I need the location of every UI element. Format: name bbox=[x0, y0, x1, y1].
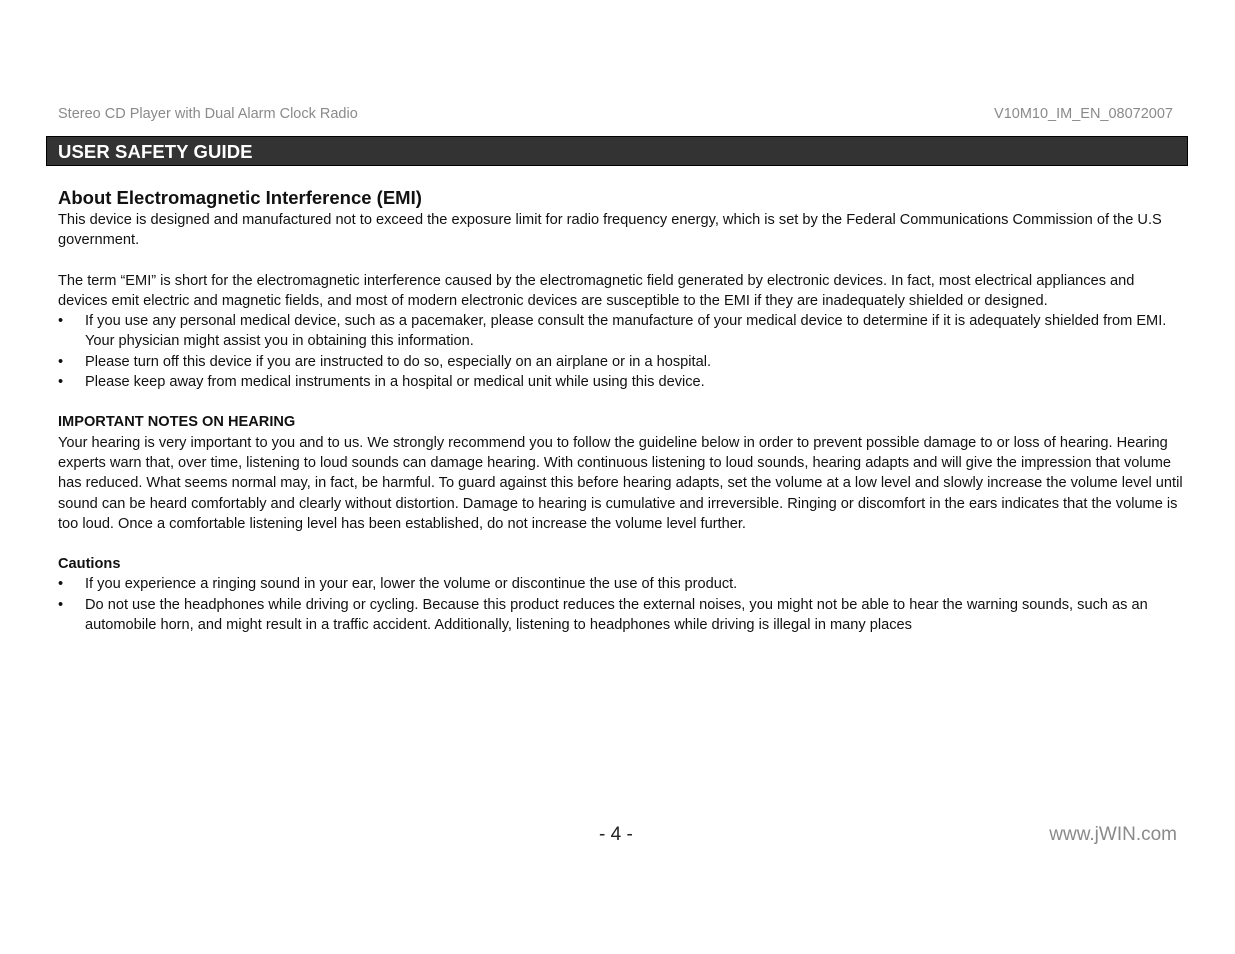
hearing-heading: IMPORTANT NOTES ON HEARING bbox=[58, 414, 296, 431]
emi-paragraph-2: The term “EMI” is short for the electromagnetic interference caused by the electromagnetic field generated by electronic devices. In fact, most electrical appliances and devices emit electric and magnetic fields, and most of modern electronic devices are susceptible to the EMI if they are inadequately shielded or designed. bbox=[58, 272, 1135, 309]
bullet-icon: • bbox=[58, 374, 64, 391]
page-number: - 4 - bbox=[599, 824, 633, 845]
emi-heading: About Electromagnetic Interference (EMI) bbox=[58, 187, 422, 208]
emi-paragraph-1: This device is designed and manufactured not to exceed the exposure limit for radio frequency energy, which is set by the Federal Communications Commission of the U.S government. bbox=[58, 212, 1162, 249]
list-item: • Please turn off this device if you are instructed to do so, especially on an airplane or in a hospital. bbox=[58, 352, 1184, 372]
section-title-bar bbox=[46, 136, 1188, 166]
list-item: • If you experience a ringing sound in your ear, lower the volume or discontinue the use of this product. bbox=[58, 574, 1184, 594]
emi-bullet-list bbox=[58, 311, 1184, 392]
bullet-icon: • bbox=[58, 576, 64, 593]
hearing-paragraph: Your hearing is very important to you and to us. We strongly recommend you to follow the guideline below in order to prevent possible damage to or loss of hearing. Hearing experts warn that, over time, listening to loud sounds can damage hearing. With continuous listening to loud sounds, hearing adapts and will give the impression that volume has reduced. What seems normal may, in fact, be harmful. To guard against this before hearing adapts, set the volume at a low level and slowly increase the volume level until sound can be heard comfortably and clearly without distortion. Damage to hearing is cumulative and irreversible. Ringing or discomfort in the ears indicates that the volume is too loud. Once a comfortable listening level has been established, do not increase the volume level further. bbox=[58, 434, 1183, 532]
document-title: Stereo CD Player with Dual Alarm Clock Radio bbox=[58, 106, 358, 122]
bullet-icon: • bbox=[58, 353, 64, 370]
bullet-icon: • bbox=[58, 313, 64, 330]
cautions-bullet-list bbox=[58, 574, 1184, 635]
list-item: • Do not use the headphones while driving or cycling. Because this product reduces the external noises, you might not be able to hear the warning sounds, such as an automobile horn, and might result in a traffic accident. Additionally, listening to headphones while driving is illegal in many places bbox=[58, 596, 1148, 634]
bullet-icon: • bbox=[58, 596, 64, 613]
website-url: www.jWIN.com bbox=[1049, 824, 1177, 845]
cautions-heading: Cautions bbox=[58, 556, 121, 573]
list-item: • If you use any personal medical device, such as a pacemaker, please consult the manufacture of your medical device to determine if it is adequately shielded from EMI. Your physician might assist you in obtaining this information. bbox=[58, 313, 1167, 350]
document-code: V10M10_IM_EN_08072007 bbox=[994, 106, 1173, 122]
list-item: • Please keep away from medical instruments in a hospital or medical unit while using this device. bbox=[58, 372, 1184, 392]
page-content bbox=[58, 186, 1184, 635]
section-title: USER SAFETY GUIDE bbox=[58, 141, 253, 162]
